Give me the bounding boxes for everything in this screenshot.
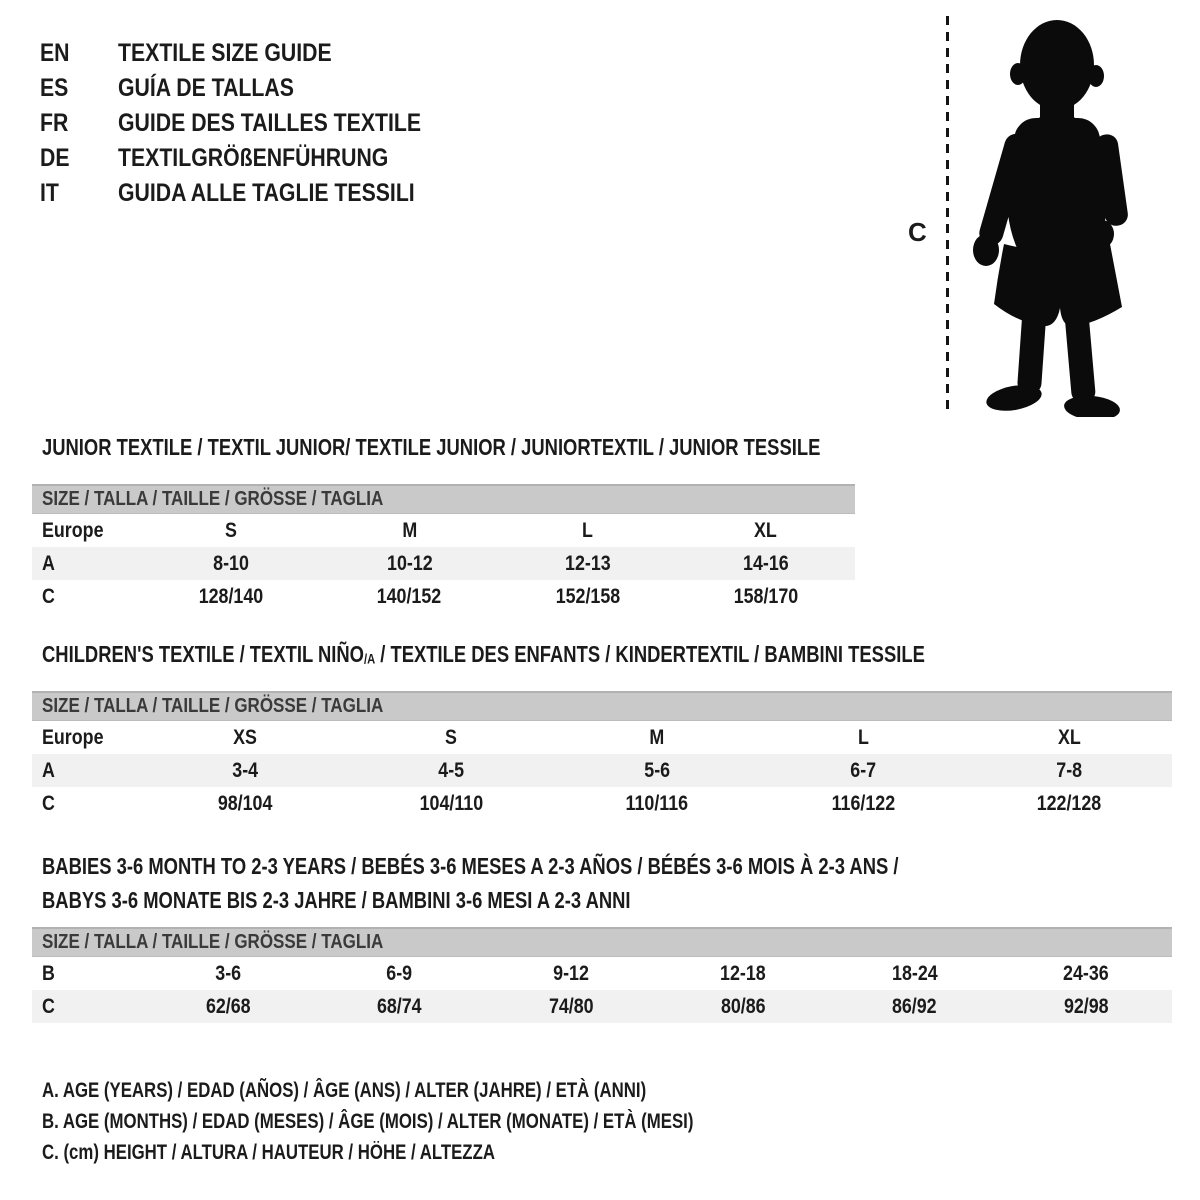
- table-cell: 110/116: [625, 791, 689, 815]
- row-label: Europe: [42, 725, 104, 749]
- table-cell: S: [445, 725, 457, 749]
- table-cell: M: [649, 725, 665, 749]
- junior-size-table: [32, 484, 855, 613]
- height-measure-dashed-line: [946, 16, 949, 416]
- measure-legend: [42, 1075, 856, 1168]
- language-code: ES: [40, 74, 69, 102]
- language-code: IT: [40, 179, 59, 207]
- table-cell: 122/128: [1036, 791, 1102, 815]
- size-header-bar: SIZE / TALLA / TAILLE / GRÖSSE / TAGLIA: [32, 927, 1172, 957]
- section-title-junior: JUNIOR TEXTILE / TEXTIL JUNIOR/ TEXTILE JUNIOR / JUNIORTEXTIL / JUNIOR TESSILE: [42, 434, 821, 460]
- row-label: C: [42, 791, 55, 815]
- height-measure-label: C: [908, 217, 927, 247]
- table-cell: 158/170: [733, 584, 799, 608]
- table-cell: 140/152: [377, 584, 442, 608]
- table-row-europe: [32, 721, 1172, 754]
- table-cell: S: [225, 518, 238, 542]
- section-title-children: CHILDREN'S TEXTILE / TEXTIL NIÑO/A / TEXTILE DES ENFANTS / KINDERTEXTIL / BAMBINI TESSILE: [42, 641, 925, 667]
- table-row-b: [32, 957, 1172, 990]
- row-label: C: [42, 584, 55, 608]
- language-row-it: [40, 176, 475, 211]
- table-cell: 6-7: [850, 758, 876, 782]
- language-code: FR: [40, 109, 69, 137]
- language-title: GUÍA DE TALLAS: [118, 74, 294, 102]
- table-cell: 24-36: [1063, 961, 1110, 985]
- table-cell: XL: [1057, 725, 1081, 749]
- language-code: EN: [40, 39, 70, 67]
- size-header-bar: SIZE / TALLA / TAILLE / GRÖSSE / TAGLIA: [32, 691, 1172, 721]
- table-cell: 9-12: [553, 961, 590, 985]
- legend-line-a: A. AGE (YEARS) / EDAD (AÑOS) / ÂGE (ANS) / ALTER (JAHRE) / ETÀ (ANNI): [42, 1078, 647, 1102]
- babies-table-rows: [32, 957, 1172, 1023]
- baby-silhouette-shape: [973, 20, 1129, 417]
- children-table-rows: [32, 721, 1172, 820]
- table-cell: 86/92: [892, 994, 937, 1018]
- table-cell: 92/98: [1063, 994, 1109, 1018]
- language-code: DE: [40, 144, 70, 172]
- table-cell: 74/80: [548, 994, 594, 1018]
- language-row-de: [40, 141, 475, 176]
- table-cell: 18-24: [891, 961, 938, 985]
- baby-silhouette-image: [962, 12, 1140, 417]
- table-cell: 7-8: [1056, 758, 1082, 782]
- row-label: C: [42, 994, 55, 1018]
- legend-line-c: C. (cm) HEIGHT / ALTURA / HAUTEUR / HÖHE / ALTEZZA: [42, 1140, 495, 1164]
- junior-table-rows: [32, 514, 855, 613]
- table-cell: 4-5: [438, 758, 464, 782]
- table-cell: L: [857, 725, 869, 749]
- table-row-c: [32, 787, 1172, 820]
- table-cell: 8-10: [213, 551, 249, 575]
- table-cell: 10-12: [386, 551, 433, 575]
- row-label: A: [42, 758, 55, 782]
- table-cell: 80/86: [720, 994, 766, 1018]
- table-row-europe: [32, 514, 855, 547]
- table-cell: 5-6: [644, 758, 670, 782]
- table-cell: L: [582, 518, 594, 542]
- table-cell: 6-9: [386, 961, 413, 985]
- language-title: TEXTILGRÖßENFÜHRUNG: [118, 144, 389, 172]
- table-row-c: [32, 990, 1172, 1023]
- table-cell: 62/68: [205, 994, 251, 1018]
- table-cell: 128/140: [198, 584, 264, 608]
- table-cell: 116/122: [831, 791, 895, 815]
- table-cell: XS: [233, 725, 257, 749]
- language-title: GUIDE DES TAILLES TEXTILE: [118, 109, 422, 137]
- language-row-fr: [40, 106, 475, 141]
- row-label: Europe: [42, 518, 104, 542]
- table-cell: 3-6: [214, 961, 241, 985]
- table-cell: 98/104: [217, 791, 273, 815]
- table-row-a: [32, 754, 1172, 787]
- table-cell: 152/158: [555, 584, 620, 608]
- language-row-en: [40, 36, 475, 71]
- table-row-a: [32, 547, 855, 580]
- row-label: B: [42, 961, 55, 985]
- row-label: A: [42, 551, 55, 575]
- table-cell: 104/110: [419, 791, 483, 815]
- table-cell: XL: [754, 518, 778, 542]
- table-cell: 12-13: [564, 551, 611, 575]
- language-row-es: [40, 71, 475, 106]
- table-cell: 3-4: [232, 758, 258, 782]
- table-cell: 14-16: [743, 551, 789, 575]
- language-list: [40, 36, 475, 211]
- language-title: GUIDA ALLE TAGLIE TESSILI: [118, 179, 415, 207]
- table-cell: 68/74: [377, 994, 422, 1018]
- legend-line-b: B. AGE (MONTHS) / EDAD (MESES) / ÂGE (MOIS) / ALTER (MONATE) / ETÀ (MESI): [42, 1109, 694, 1133]
- table-cell: 12-18: [720, 961, 766, 985]
- babies-size-table: [32, 927, 1172, 1023]
- language-title: TEXTILE SIZE GUIDE: [118, 39, 332, 67]
- size-header-bar: SIZE / TALLA / TAILLE / GRÖSSE / TAGLIA: [32, 484, 855, 514]
- section-title-babies: BABIES 3-6 MONTH TO 2-3 YEARS / BEBÉS 3-6 MESES A 2-3 AÑOS / BÉBÉS 3-6 MOIS À 2-3 ANS / BABYS 3-6 MONATE BIS 2-3 JAHRE / BAMBINI 3-6 MESI A 2-3 ANNI: [42, 853, 899, 913]
- table-row-c: [32, 580, 855, 613]
- table-cell: M: [401, 518, 417, 542]
- children-size-table: [32, 691, 1172, 820]
